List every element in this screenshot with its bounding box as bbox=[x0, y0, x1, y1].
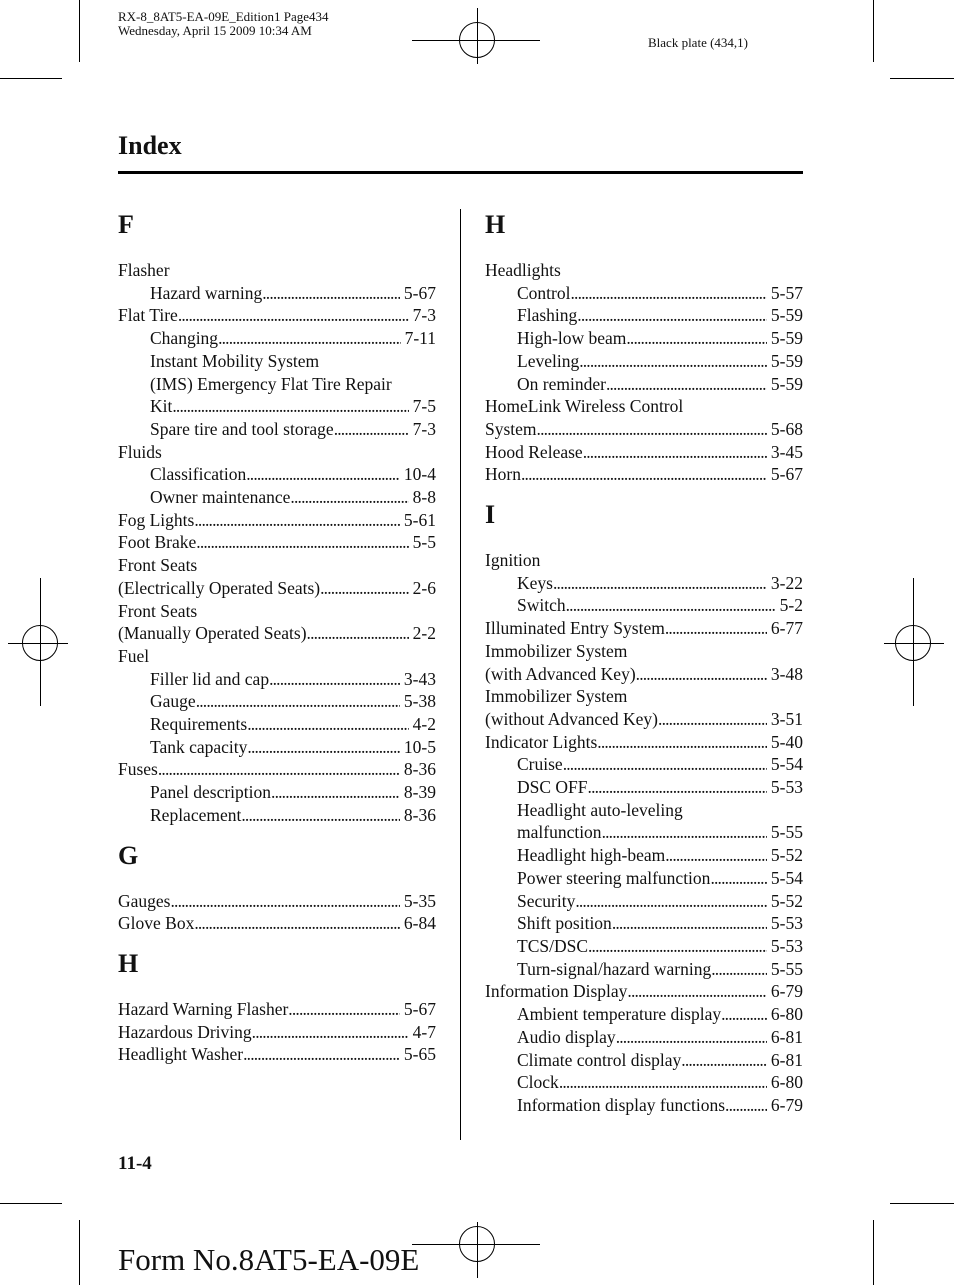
crop-mark bbox=[890, 1203, 954, 1204]
print-header-line2: Wednesday, April 15 2009 10:34 AM bbox=[118, 23, 312, 38]
index-entry bbox=[485, 685, 803, 708]
entry-page: 5-35 bbox=[403, 890, 436, 911]
index-subentry bbox=[485, 327, 803, 350]
entry-label: Hood Release bbox=[485, 441, 583, 462]
index-subentry bbox=[118, 781, 436, 804]
index-entry bbox=[118, 758, 436, 781]
entry-label: Headlights bbox=[485, 260, 561, 280]
dot-leader bbox=[288, 998, 400, 1021]
entry-label: Immobilizer System bbox=[485, 686, 628, 707]
entry-page: 5-59 bbox=[770, 328, 803, 349]
index-entry bbox=[118, 912, 436, 935]
entry-label: Instant Mobility System bbox=[150, 350, 320, 371]
dot-leader bbox=[158, 758, 400, 781]
dot-leader bbox=[269, 668, 400, 691]
index-entry bbox=[485, 640, 803, 663]
index-subentry bbox=[118, 690, 436, 713]
crop-mark bbox=[890, 78, 954, 79]
index-entry bbox=[118, 1021, 436, 1044]
entry-label: Ignition bbox=[485, 550, 541, 571]
dot-leader bbox=[626, 327, 767, 350]
dot-leader bbox=[588, 935, 767, 958]
index-subentry bbox=[118, 350, 436, 373]
dot-leader bbox=[710, 867, 766, 890]
dot-leader bbox=[606, 373, 767, 396]
index-entry bbox=[485, 418, 803, 441]
index-entry bbox=[485, 441, 803, 464]
dot-leader bbox=[290, 486, 408, 509]
dot-leader bbox=[566, 594, 776, 617]
entry-page: 7-5 bbox=[412, 396, 436, 417]
index-column-left bbox=[118, 208, 436, 1066]
dot-leader bbox=[334, 418, 409, 441]
entry-label: Front Seats bbox=[118, 600, 198, 621]
entry-label: Headlight Washer bbox=[118, 1044, 244, 1065]
entry-label: Hazard warning bbox=[150, 282, 263, 303]
index-subentry bbox=[118, 486, 436, 509]
index-subentry bbox=[118, 463, 436, 486]
index-subentry bbox=[485, 373, 803, 396]
entry-page: 10-4 bbox=[403, 464, 436, 485]
dot-leader bbox=[575, 890, 767, 913]
dot-leader bbox=[570, 282, 766, 305]
entry-label: Cruise bbox=[517, 754, 563, 775]
index-entry bbox=[118, 259, 436, 282]
column-divider bbox=[460, 209, 461, 1140]
entry-page: 5-57 bbox=[770, 282, 803, 303]
dot-leader bbox=[178, 304, 409, 327]
entry-label: Leveling bbox=[517, 350, 580, 371]
entry-page: 4-2 bbox=[412, 714, 436, 735]
entry-label: Kit bbox=[150, 396, 173, 417]
registration-mark bbox=[459, 1226, 495, 1262]
entry-page: 6-81 bbox=[770, 1049, 803, 1070]
dot-leader bbox=[588, 776, 767, 799]
entry-page: 4-7 bbox=[412, 1021, 436, 1042]
entry-label: High-low beam bbox=[517, 328, 627, 349]
entry-page: 5-54 bbox=[770, 867, 803, 888]
entry-label: Flat Tire bbox=[118, 305, 178, 326]
index-subentry bbox=[118, 668, 436, 691]
dot-leader bbox=[537, 418, 767, 441]
entry-label: Power steering malfunction bbox=[517, 867, 711, 888]
entry-label: (without Advanced Key) bbox=[485, 708, 659, 729]
entry-page: 5-53 bbox=[770, 777, 803, 798]
dot-leader bbox=[553, 572, 767, 595]
dot-leader bbox=[521, 463, 767, 486]
entry-page: 2-6 bbox=[412, 577, 436, 598]
entry-page: 3-43 bbox=[403, 668, 436, 689]
entry-label: Information Display bbox=[485, 981, 628, 1002]
entry-label: Fog Lights bbox=[118, 509, 195, 530]
index-entry bbox=[485, 463, 803, 486]
entry-label: Fuel bbox=[118, 645, 150, 666]
entry-page: 5-2 bbox=[779, 595, 803, 616]
entry-label: DSC OFF bbox=[517, 777, 588, 798]
dot-leader bbox=[681, 1049, 767, 1072]
dot-leader bbox=[665, 844, 767, 867]
index-subentry bbox=[485, 594, 803, 617]
index-subentry bbox=[118, 736, 436, 759]
registration-mark bbox=[459, 22, 495, 58]
entry-label: Flashing bbox=[517, 305, 578, 326]
dot-leader bbox=[271, 781, 400, 804]
entry-page: 6-77 bbox=[770, 618, 803, 639]
dot-leader bbox=[196, 531, 408, 554]
dot-leader bbox=[665, 617, 767, 640]
index-subentry bbox=[485, 572, 803, 595]
entry-page: 5-53 bbox=[770, 913, 803, 934]
index-column-right bbox=[485, 208, 803, 1117]
index-subentry bbox=[485, 844, 803, 867]
dot-leader bbox=[320, 577, 409, 600]
index-subentry bbox=[485, 958, 803, 981]
entry-page: 5-55 bbox=[770, 958, 803, 979]
entry-label: Classification bbox=[150, 464, 247, 485]
crop-mark bbox=[873, 0, 874, 62]
dot-leader bbox=[602, 821, 767, 844]
dot-leader bbox=[194, 912, 400, 935]
index-subentry bbox=[485, 1026, 803, 1049]
entry-label: Tank capacity bbox=[150, 736, 248, 757]
index-subentry bbox=[485, 890, 803, 913]
entry-label: HomeLink Wireless Control bbox=[485, 396, 684, 417]
entry-label: Illuminated Entry System bbox=[485, 618, 665, 639]
entry-label: Glove Box bbox=[118, 913, 195, 934]
entry-label: Filler lid and cap bbox=[150, 668, 270, 689]
index-entry bbox=[118, 890, 436, 913]
dot-leader bbox=[246, 463, 400, 486]
crop-mark bbox=[0, 78, 62, 79]
crop-mark bbox=[79, 1220, 80, 1285]
section-letter: I bbox=[485, 500, 496, 530]
entry-label: (Manually Operated Seats) bbox=[118, 623, 307, 644]
index-entry bbox=[118, 509, 436, 532]
entry-page: 6-81 bbox=[770, 1026, 803, 1047]
entry-label: Panel description bbox=[150, 782, 272, 803]
index-entry bbox=[485, 708, 803, 731]
entry-label: Immobilizer System bbox=[485, 640, 628, 661]
entry-page: 7-11 bbox=[404, 328, 436, 349]
registration-mark bbox=[22, 625, 58, 661]
dot-leader bbox=[252, 1021, 409, 1044]
entry-page: 5-38 bbox=[403, 691, 436, 712]
index-entry bbox=[485, 549, 803, 572]
index-entry bbox=[485, 259, 803, 282]
entry-label: Fluids bbox=[118, 441, 162, 462]
index-subentry bbox=[485, 304, 803, 327]
dot-leader bbox=[247, 713, 408, 736]
index-subentry bbox=[485, 350, 803, 373]
index-subentry bbox=[485, 867, 803, 890]
dot-leader bbox=[194, 509, 400, 532]
entry-page: 10-5 bbox=[403, 736, 436, 757]
dot-leader bbox=[577, 304, 767, 327]
entry-page: 5-40 bbox=[770, 731, 803, 752]
entry-page: 3-22 bbox=[770, 572, 803, 593]
dot-leader bbox=[262, 282, 400, 305]
title-rule bbox=[118, 171, 803, 174]
index-entry bbox=[118, 554, 436, 577]
index-subentry bbox=[485, 753, 803, 776]
entry-label: (IMS) Emergency Flat Tire Repair bbox=[150, 373, 392, 394]
entry-page: 6-80 bbox=[770, 1072, 803, 1093]
index-entry bbox=[485, 663, 803, 686]
dot-leader bbox=[583, 441, 767, 464]
entry-label: (with Advanced Key) bbox=[485, 663, 636, 684]
entry-label: Owner maintenance bbox=[150, 487, 291, 508]
index-entry bbox=[118, 998, 436, 1021]
entry-page: 6-79 bbox=[770, 981, 803, 1002]
dot-leader bbox=[721, 1003, 767, 1026]
entry-label: Keys bbox=[517, 572, 553, 593]
dot-leader bbox=[559, 1071, 767, 1094]
entry-label: Headlight high-beam bbox=[517, 845, 666, 866]
entry-page: 5-61 bbox=[403, 509, 436, 530]
crop-mark bbox=[0, 1203, 62, 1204]
dot-leader bbox=[307, 622, 409, 645]
crop-mark bbox=[79, 0, 80, 62]
index-entry bbox=[118, 531, 436, 554]
index-entry bbox=[485, 395, 803, 418]
index-subentry bbox=[485, 1094, 803, 1117]
entry-label: Requirements bbox=[150, 714, 248, 735]
entry-page: 6-79 bbox=[770, 1094, 803, 1115]
index-entry bbox=[118, 577, 436, 600]
entry-label: Climate control display bbox=[517, 1049, 682, 1070]
entry-label: TCS/DSC bbox=[517, 935, 588, 956]
index-subentry bbox=[118, 418, 436, 441]
section-letter: H bbox=[485, 210, 506, 239]
entry-label: Ambient temperature display bbox=[517, 1004, 722, 1025]
dot-leader bbox=[196, 690, 400, 713]
entry-label: On reminder bbox=[517, 373, 606, 394]
index-entry bbox=[118, 1043, 436, 1066]
dot-leader bbox=[627, 980, 767, 1003]
index-entry bbox=[118, 622, 436, 645]
index-subentry bbox=[485, 1071, 803, 1094]
entry-page: 5-59 bbox=[770, 305, 803, 326]
index-subentry bbox=[118, 282, 436, 305]
section-letter: G bbox=[118, 840, 139, 870]
section-letter: F bbox=[118, 210, 134, 239]
entry-page: 8-36 bbox=[403, 804, 436, 825]
index-entry bbox=[118, 304, 436, 327]
entry-label: Changing bbox=[150, 328, 219, 349]
dot-leader bbox=[658, 708, 767, 731]
crop-mark bbox=[873, 1220, 874, 1285]
entry-label: malfunction bbox=[517, 822, 602, 843]
entry-page: 3-45 bbox=[770, 441, 803, 462]
entry-label: Indicator Lights bbox=[485, 731, 598, 752]
entry-label: Gauge bbox=[150, 691, 196, 712]
index-subentry bbox=[118, 395, 436, 418]
index-subentry bbox=[118, 327, 436, 350]
entry-label: Foot Brake bbox=[118, 532, 197, 553]
entry-page: 5-67 bbox=[403, 282, 436, 303]
index-subentry bbox=[485, 912, 803, 935]
index-entry bbox=[485, 731, 803, 754]
entry-page: 5-53 bbox=[770, 935, 803, 956]
entry-page: 7-3 bbox=[412, 305, 436, 326]
dot-leader bbox=[563, 753, 767, 776]
page-title: Index bbox=[118, 131, 182, 160]
entry-page: 2-2 bbox=[412, 623, 436, 644]
entry-page: 8-39 bbox=[403, 782, 436, 803]
dot-leader bbox=[725, 1094, 767, 1117]
index-subentry bbox=[485, 1003, 803, 1026]
entry-label: Security bbox=[517, 890, 576, 911]
entry-label: Hazard Warning Flasher bbox=[118, 998, 289, 1019]
dot-leader bbox=[172, 395, 408, 418]
entry-label: Spare tire and tool storage bbox=[150, 418, 334, 439]
entry-page: 3-48 bbox=[770, 663, 803, 684]
entry-page: 5-52 bbox=[770, 845, 803, 866]
dot-leader bbox=[616, 1026, 767, 1049]
index-entry bbox=[485, 980, 803, 1003]
entry-label: Replacement bbox=[150, 804, 242, 825]
entry-label: Flasher bbox=[118, 260, 170, 280]
dot-leader bbox=[636, 663, 767, 686]
dot-leader bbox=[218, 327, 401, 350]
dot-leader bbox=[241, 804, 400, 827]
index-subentry bbox=[485, 821, 803, 844]
section-letter: H bbox=[118, 948, 139, 978]
dot-leader bbox=[597, 731, 767, 754]
index-subentry bbox=[118, 804, 436, 827]
index-subentry bbox=[485, 776, 803, 799]
index-entry bbox=[485, 617, 803, 640]
entry-label: Shift position bbox=[517, 913, 612, 934]
entry-page: 5-52 bbox=[770, 890, 803, 911]
entry-page: 5-67 bbox=[770, 464, 803, 485]
entry-page: 5-68 bbox=[770, 418, 803, 439]
entry-page: 5-54 bbox=[770, 754, 803, 775]
index-entry bbox=[118, 441, 436, 464]
entry-page: 8-8 bbox=[412, 487, 436, 508]
dot-leader bbox=[612, 912, 767, 935]
entry-label: Fuses bbox=[118, 759, 158, 780]
print-header-plate: Black plate (434,1) bbox=[648, 35, 748, 50]
dot-leader bbox=[170, 890, 399, 913]
form-number: Form No.8AT5-EA-09E bbox=[118, 1242, 420, 1277]
entry-label: Clock bbox=[517, 1072, 559, 1093]
entry-label: Audio display bbox=[517, 1026, 616, 1047]
entry-label: System bbox=[485, 418, 537, 439]
entry-page: 5-65 bbox=[403, 1044, 436, 1065]
entry-label: Hazardous Driving bbox=[118, 1021, 252, 1042]
entry-page: 5-59 bbox=[770, 350, 803, 371]
page-number: 11-4 bbox=[118, 1153, 152, 1174]
registration-mark bbox=[895, 625, 931, 661]
index-subentry bbox=[485, 799, 803, 822]
index-subentry bbox=[485, 282, 803, 305]
entry-label: Gauges bbox=[118, 890, 171, 911]
entry-label: Information display functions bbox=[517, 1094, 726, 1115]
entry-page: 6-84 bbox=[403, 913, 436, 934]
entry-label: Switch bbox=[517, 595, 566, 616]
dot-leader bbox=[243, 1043, 400, 1066]
index-subentry bbox=[118, 373, 436, 396]
entry-label: (Electrically Operated Seats) bbox=[118, 577, 321, 598]
dot-leader bbox=[711, 958, 767, 981]
entry-label: Turn-signal/hazard warning bbox=[517, 958, 712, 979]
index-subentry bbox=[118, 713, 436, 736]
entry-label: Front Seats bbox=[118, 555, 198, 576]
entry-label: Headlight auto-leveling bbox=[517, 799, 683, 820]
index-subentry bbox=[485, 1049, 803, 1072]
entry-label: Control bbox=[517, 282, 571, 303]
entry-page: 5-59 bbox=[770, 373, 803, 394]
entry-page: 6-80 bbox=[770, 1004, 803, 1025]
entry-label: Horn bbox=[485, 464, 521, 485]
dot-leader bbox=[579, 350, 767, 373]
index-subentry bbox=[485, 935, 803, 958]
index-entry bbox=[118, 645, 436, 668]
dot-leader bbox=[247, 736, 400, 759]
entry-page: 3-51 bbox=[770, 708, 803, 729]
entry-page: 5-55 bbox=[770, 822, 803, 843]
index-entry bbox=[118, 600, 436, 623]
entry-page: 5-67 bbox=[403, 998, 436, 1019]
entry-page: 7-3 bbox=[412, 418, 436, 439]
entry-page: 8-36 bbox=[403, 759, 436, 780]
entry-page: 5-5 bbox=[412, 532, 436, 553]
print-header-line1: RX-8_8AT5-EA-09E_Edition1 Page434 bbox=[118, 9, 329, 24]
